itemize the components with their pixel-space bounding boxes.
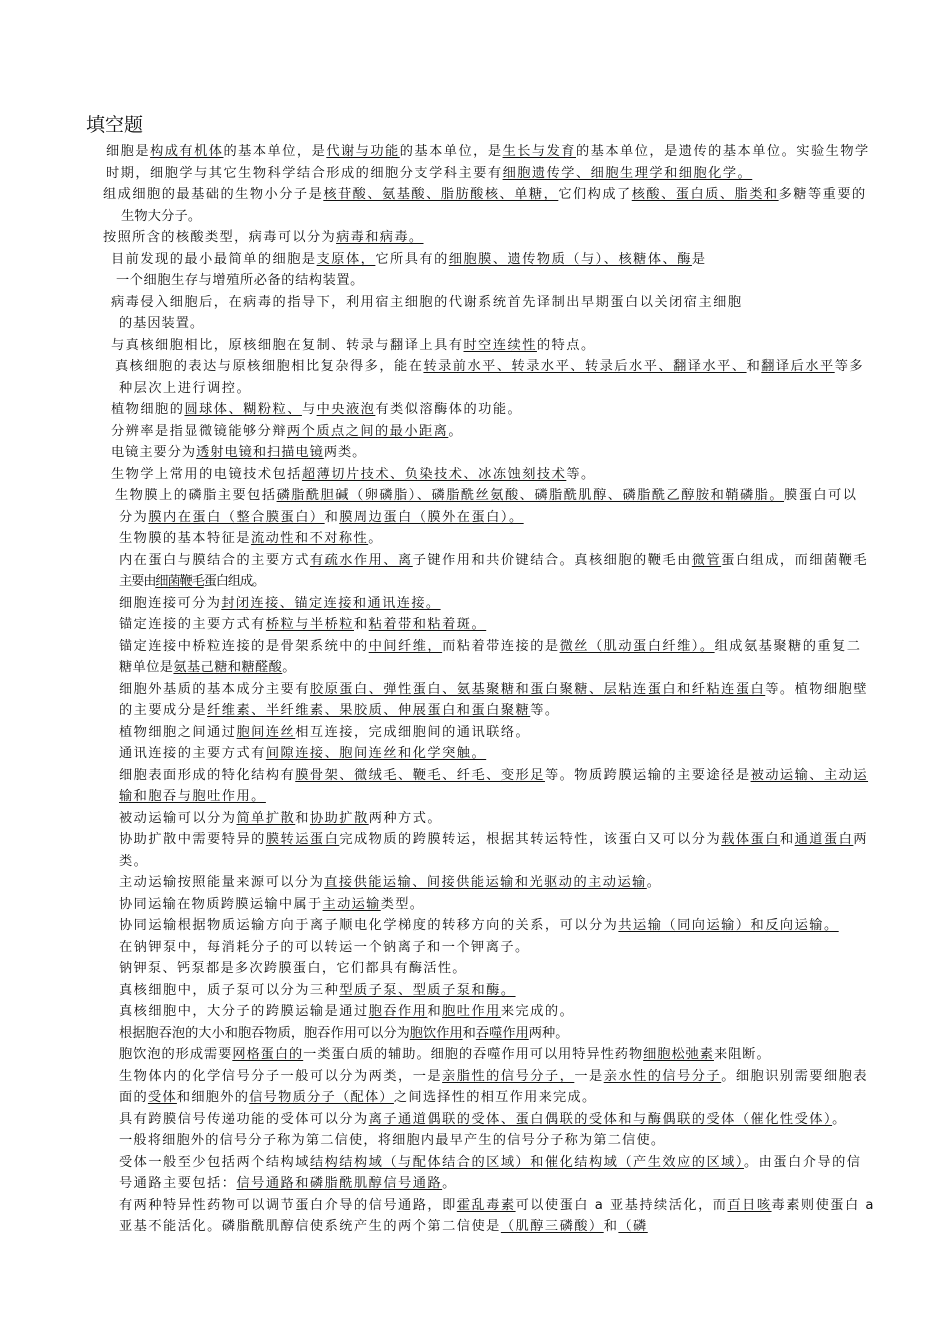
text-segment: 协助扩散中需要特异的	[119, 832, 266, 847]
text-line	[119, 573, 264, 591]
answer-blank: 载体蛋白	[721, 832, 780, 847]
answer-blank: 输和胞吞与胞吐作用。	[119, 789, 266, 804]
text-line	[119, 874, 661, 892]
text-segment: 生物膜的基本特征是	[119, 531, 251, 546]
text-line	[121, 208, 201, 226]
answer-blank: 胞吐作用	[442, 1004, 501, 1019]
text-line	[111, 401, 522, 419]
text-segment: 一般将细胞外的信号分子称为第二信使，将细胞内最早产生的信号分子称为第二信使。	[119, 1133, 666, 1148]
answer-blank: 胞饮作用	[409, 1025, 463, 1041]
text-segment: 类型。	[380, 896, 425, 912]
answer-blank: 膜骨架、微绒毛、鞭毛、纤毛、变形足	[295, 767, 545, 783]
text-line	[119, 638, 861, 656]
text-line	[111, 423, 463, 441]
text-line	[119, 1175, 457, 1193]
text-segment: 它们构成了	[558, 187, 632, 202]
answer-blank: 转录前水平、转录水平、转录后水平、翻译水平、	[423, 359, 747, 374]
text-segment: 主动运输按照能量来源可以分为	[119, 875, 325, 890]
answer-blank: 细胞遗传学、细胞生理学和细胞化学。	[502, 165, 753, 181]
text-segment: 亚基不能活化。磷脂酰肌醇信使系统产生的两个第二信使是	[119, 1219, 501, 1234]
answer-blank: 病毒和病毒。	[336, 230, 424, 245]
text-segment: 蛋白组成，而细菌鞭毛	[721, 552, 869, 568]
answer-blank: 生长与发育	[502, 144, 576, 159]
text-line	[119, 1154, 861, 1172]
answer-blank: 膜转运蛋白	[265, 832, 340, 847]
answer-blank: 受体	[147, 1090, 177, 1105]
answer-blank: 主动运输	[322, 896, 381, 912]
answer-blank: 细胞膜、遗传物质（与）、核糖体、酶	[448, 251, 692, 267]
text-segment: 有两种特异性药物可以调节蛋白介导的信号通路，即	[119, 1197, 457, 1213]
answer-blank: 微管	[691, 552, 722, 568]
text-segment: 两	[853, 832, 869, 847]
text-segment: 真核细胞中，大分子的跨膜运输是通过	[119, 1004, 369, 1019]
text-line	[119, 1046, 771, 1064]
text-line	[119, 917, 839, 935]
text-line	[119, 681, 868, 699]
text-segment: 一个细胞生存与增殖所必备的结构装置。	[116, 273, 364, 288]
text-segment: 植物细胞的	[111, 402, 185, 417]
text-segment: 糖单位是	[119, 660, 174, 675]
text-segment: 。	[368, 531, 383, 546]
text-segment: 生物大分子。	[121, 208, 202, 224]
text-line	[119, 530, 383, 548]
answer-blank: 透射电镜和扫描电镜	[196, 445, 324, 460]
text-line	[119, 1132, 665, 1150]
text-line	[115, 358, 864, 376]
text-segment: 。	[282, 660, 296, 675]
text-segment: 和	[603, 1219, 619, 1234]
text-segment: 和	[324, 509, 340, 525]
text-segment: 按照所含的核酸类型，病毒可以分为	[103, 230, 337, 245]
answer-blank: 中央液泡	[316, 402, 376, 417]
text-line	[111, 251, 707, 269]
text-segment: 和	[295, 810, 310, 826]
text-line	[119, 702, 560, 720]
answer-blank: 亲脂性的信号分子，	[442, 1068, 575, 1084]
text-segment: 植物细胞之间通过	[119, 724, 237, 740]
text-segment: 生物学上常用的电镜技术包括	[111, 466, 302, 482]
text-segment: 。	[832, 1111, 847, 1127]
answer-blank: 纤维素、半纤维素、果胶质、伸展蛋白和蛋白聚糖	[207, 703, 531, 718]
answer-blank: 膜周边蛋白（膜外在蛋白）。	[339, 509, 524, 525]
text-line	[119, 315, 204, 333]
answer-blank: 圆球体、糊粉粒、	[184, 402, 302, 417]
answer-blank: 信号通路和磷脂酰肌醇信号通路	[236, 1176, 443, 1191]
text-segment: 面的	[119, 1090, 148, 1105]
answer-blank: 核酸、蛋白质、脂类和	[631, 187, 779, 202]
text-line	[119, 810, 442, 828]
text-line	[119, 1068, 868, 1086]
text-segment: 完成物质的跨膜转运，根据其转运特性，该蛋白又可以分为	[339, 832, 722, 847]
answer-blank: 代谢与功能	[326, 144, 400, 159]
text-line	[119, 896, 424, 914]
answer-blank: 胞间连丝	[236, 724, 296, 740]
text-segment: 和	[462, 1025, 476, 1041]
answer-blank: 胶原蛋白、弹性蛋白、氨基聚糖和蛋白聚糖、层粘连蛋白和纤粘连蛋白	[309, 681, 766, 697]
text-line	[116, 272, 364, 290]
text-segment: 协同运输在物质跨膜运输中属于	[119, 896, 323, 912]
text-segment: 细胞连接可分为	[119, 595, 222, 611]
answer-blank: 核苷酸、氨基酸、脂肪酸核、单糖，	[323, 187, 559, 202]
text-segment: 和	[746, 359, 762, 374]
text-line	[119, 788, 266, 806]
answer-blank: 被动运输、主动运	[750, 767, 869, 783]
text-segment: 和细胞外的	[176, 1090, 250, 1105]
answer-blank: 时空连续性	[463, 337, 537, 353]
text-segment: 的主要成分是	[119, 703, 208, 718]
text-line	[106, 165, 752, 183]
text-line	[119, 724, 530, 742]
text-segment: 组成氨基聚糖的重复二	[714, 638, 862, 654]
text-segment: 被动运输可以分为	[119, 810, 237, 826]
answer-blank: 信号物质分子（配体）	[249, 1090, 394, 1105]
text-segment: 内在蛋白与膜结合的主要方式	[119, 552, 310, 568]
text-segment: 和	[779, 832, 795, 847]
text-segment: 和	[354, 617, 369, 632]
text-segment: 子键作用和共价键结合。真核细胞的鞭毛由	[412, 552, 692, 568]
text-segment: 钠钾泵、钙泵都是多次跨膜蛋白，它们都具有酶活性。	[119, 961, 467, 976]
text-segment: 细胞外基质的基本成分主要有	[119, 681, 310, 697]
text-line	[119, 1003, 574, 1021]
text-segment: 蛋白组成。	[203, 574, 265, 589]
text-segment: 。	[442, 1176, 457, 1191]
text-line	[119, 595, 441, 613]
text-line	[119, 616, 486, 634]
text-line	[119, 552, 868, 570]
answer-blank: （肌醇三磷酸）	[500, 1219, 604, 1234]
text-segment: 细胞是	[106, 144, 151, 159]
text-segment: 生物体内的化学信号分子一般可以分为两类，一是	[119, 1068, 443, 1084]
answer-blank: 网格蛋白的	[232, 1047, 304, 1062]
text-segment: 具有跨膜信号传递功能的受体可以分为	[119, 1111, 369, 1127]
text-segment: 的特点。	[536, 337, 596, 353]
answer-blank: （磷	[618, 1219, 648, 1234]
answer-blank: 共运输（同向运输）和反向运输。	[618, 918, 839, 933]
text-segment: 胞饮泡的形成需要	[119, 1047, 233, 1062]
text-segment: 膜蛋白可以	[784, 488, 858, 503]
text-segment: 等多	[834, 359, 865, 374]
text-segment: 多糖等重要的	[778, 187, 867, 202]
answer-blank: 磷脂酰胆碱（卵磷脂）、磷脂酰丝氨酸、磷脂酰肌醇、磷脂酰乙醇胺和鞘磷脂。	[276, 488, 785, 503]
text-segment: 真核细胞的表达与原核细胞相比复杂得多，能在	[115, 359, 424, 374]
text-segment: 锚定连接的主要方式有	[119, 617, 266, 632]
answer-blank: 翻译后水平	[761, 359, 835, 374]
text-line	[119, 960, 467, 978]
answer-blank: 支原体，	[316, 251, 376, 267]
text-segment: 电镜主要分为	[111, 445, 197, 460]
answer-blank: 桥粒与半桥粒	[265, 617, 354, 632]
text-segment: 有类似溶酶体的功能。	[375, 402, 523, 417]
answer-blank: 霍乱毒素	[456, 1197, 516, 1213]
text-line	[119, 1025, 568, 1043]
text-segment: 。细胞识别需要细胞表	[721, 1068, 869, 1084]
answer-blank: 吞噬作用	[475, 1025, 529, 1041]
answer-blank: 间隙连接、胞间连丝和化学突触。	[265, 746, 487, 761]
text-segment: 的基因装置。	[119, 316, 205, 331]
text-segment: 而粘着带连接的是	[442, 638, 560, 654]
text-line	[119, 1089, 596, 1107]
text-segment: 两类。	[323, 445, 367, 460]
text-line	[106, 143, 870, 161]
answer-blank: 膜内在蛋白（整合膜蛋白）	[148, 509, 325, 525]
text-segment: 的基本单位，是遗传的基本单位。实验生物学	[576, 144, 870, 159]
text-segment: 来完成的。	[500, 1004, 575, 1019]
text-segment: 细胞表面形成的特化结构有	[119, 767, 296, 783]
text-segment: 可以使蛋白 a 亚基持续活化，而	[515, 1197, 728, 1213]
text-line	[115, 487, 857, 505]
answer-blank: 结构结构域（与配体结合的区域）和催化结构域（产生效应的区域）	[309, 1154, 744, 1170]
answer-blank: 细菌鞭毛	[155, 574, 204, 589]
text-segment: 的基本单位，是	[399, 144, 503, 159]
text-segment: 目前发现的最小最简单的细胞是	[111, 251, 317, 267]
answer-blank: 粘着带和粘着斑。	[368, 617, 487, 632]
text-segment: 之间选择性的相互作用来完成。	[393, 1090, 597, 1105]
text-segment: 协同运输根据物质运输方向于离子顺电化学梯度的转移方向的关系，可以分为	[119, 918, 619, 933]
text-line	[119, 745, 486, 763]
text-segment: 真核细胞中，质子泵可以分为三种	[119, 982, 340, 998]
text-segment: 病毒侵入细胞后，在病毒的指导下，利用宿主细胞的代谢系统首先译制出早期蛋白以关闭宿主细胞	[111, 294, 743, 310]
text-segment: 在钠钾泵中，每消耗分子的可以转运一个钠离子和一个钾离子。	[119, 939, 530, 955]
text-segment: 受体一般至少包括两个结构域	[119, 1154, 310, 1170]
answer-blank: 百日咳	[727, 1197, 772, 1213]
text-segment: 等。物质跨膜运输的主要途径是	[544, 767, 751, 783]
text-segment: 与真核细胞相比，原核细胞在复制、转录与翻译上具有	[111, 337, 464, 353]
answer-blank: 中间纤维，	[368, 638, 443, 654]
text-line	[119, 767, 868, 785]
text-segment: 根据胞吞泡的大小和胞吞物质，胞吞作用可以分为	[119, 1025, 410, 1041]
answer-blank: 超薄切片技术、负染技术、冰冻蚀刻技术	[301, 466, 567, 482]
text-segment: 相互连接，完成细胞间的通讯联络。	[295, 724, 531, 740]
answer-blank: 通道蛋白	[794, 832, 854, 847]
text-segment: 号通路主要包括：	[119, 1176, 237, 1191]
text-segment: 分为	[119, 509, 149, 525]
text-segment: 是	[691, 251, 707, 267]
text-segment: 等。	[530, 703, 560, 718]
answer-blank: 亲水性的信号分子	[603, 1068, 722, 1084]
text-line	[119, 853, 148, 871]
text-line	[111, 294, 743, 312]
answer-blank: 型质子泵、型质子泵和酶。	[339, 982, 516, 998]
text-line	[119, 1218, 648, 1236]
text-segment: 来阻断。	[713, 1047, 771, 1062]
answer-blank: 构成有机体	[150, 144, 224, 159]
text-segment: 。由蛋白介导的信	[743, 1154, 862, 1170]
text-segment: 一是	[574, 1068, 604, 1084]
answer-blank: 简单扩散	[236, 810, 296, 826]
text-segment: 与	[301, 402, 317, 417]
text-line	[119, 939, 530, 957]
text-segment: 毒素则使蛋白 a	[771, 1197, 875, 1213]
answer-blank: 封闭连接、锚定连接和通讯连接。	[221, 595, 441, 611]
text-line	[119, 982, 516, 1000]
text-line	[111, 337, 596, 355]
answer-blank: 氨基己糖和糖醛酸	[173, 660, 283, 675]
text-line	[111, 466, 596, 484]
text-line	[119, 380, 251, 398]
text-segment: 组成细胞的最基础的生物小分子是	[103, 187, 324, 202]
answer-blank: 协助扩散	[309, 810, 369, 826]
text-segment: 。	[448, 423, 463, 439]
answer-blank: 微丝（肌动蛋白纤维）。	[559, 638, 715, 654]
text-line	[103, 186, 867, 204]
answer-blank: 流动性和不对称性	[250, 531, 369, 546]
text-segment: 的基本单位，是	[223, 144, 327, 159]
text-line	[119, 1197, 875, 1215]
page-title: 填空题	[86, 114, 144, 136]
text-line	[119, 831, 868, 849]
text-segment: 等。植物细胞壁	[765, 681, 869, 697]
text-segment: 。	[646, 875, 662, 890]
answer-blank: 细胞松弛素	[643, 1047, 714, 1062]
answer-blank: 离子通道偶联的受体、蛋白偶联的受体和与酶偶联的受体（催化性受体）	[368, 1111, 833, 1127]
text-segment: 种层次上进行调控。	[119, 380, 252, 396]
text-segment: 分辨率是指显微镜能够分辩	[111, 423, 287, 439]
text-segment: 通讯连接的主要方式有	[119, 746, 266, 761]
answer-blank: 有疏水作用、离	[309, 552, 413, 568]
text-line	[111, 444, 366, 462]
text-segment: 等。	[566, 466, 596, 482]
text-line	[119, 1111, 847, 1129]
answer-blank: 两个质点之间的最小距离	[287, 423, 449, 439]
text-segment: 它所具有的	[375, 251, 449, 267]
text-segment: 主要由	[119, 574, 156, 589]
text-segment: 和	[427, 1004, 443, 1019]
text-segment: 一类蛋白质的辅助。细胞的吞噬作用可以用特异性药物	[303, 1047, 644, 1062]
answer-blank: 胞吞作用	[368, 1004, 428, 1019]
text-segment: 锚定连接中桥粒连接的是骨架系统中的	[119, 638, 369, 654]
text-line	[103, 229, 424, 247]
text-segment: 两种方式。	[368, 810, 443, 826]
text-line	[119, 509, 524, 527]
answer-blank: 直接供能运输、间接供能运输和光驱动的主动运输	[324, 875, 647, 890]
text-segment: 类。	[119, 853, 149, 869]
text-segment: 两种。	[528, 1025, 569, 1041]
text-segment: 时期，细胞学与其它生物科学结合形成的细胞分支学科主要有	[106, 165, 503, 181]
text-line	[119, 659, 296, 677]
text-segment: 生物膜上的磷脂主要包括	[115, 488, 277, 503]
